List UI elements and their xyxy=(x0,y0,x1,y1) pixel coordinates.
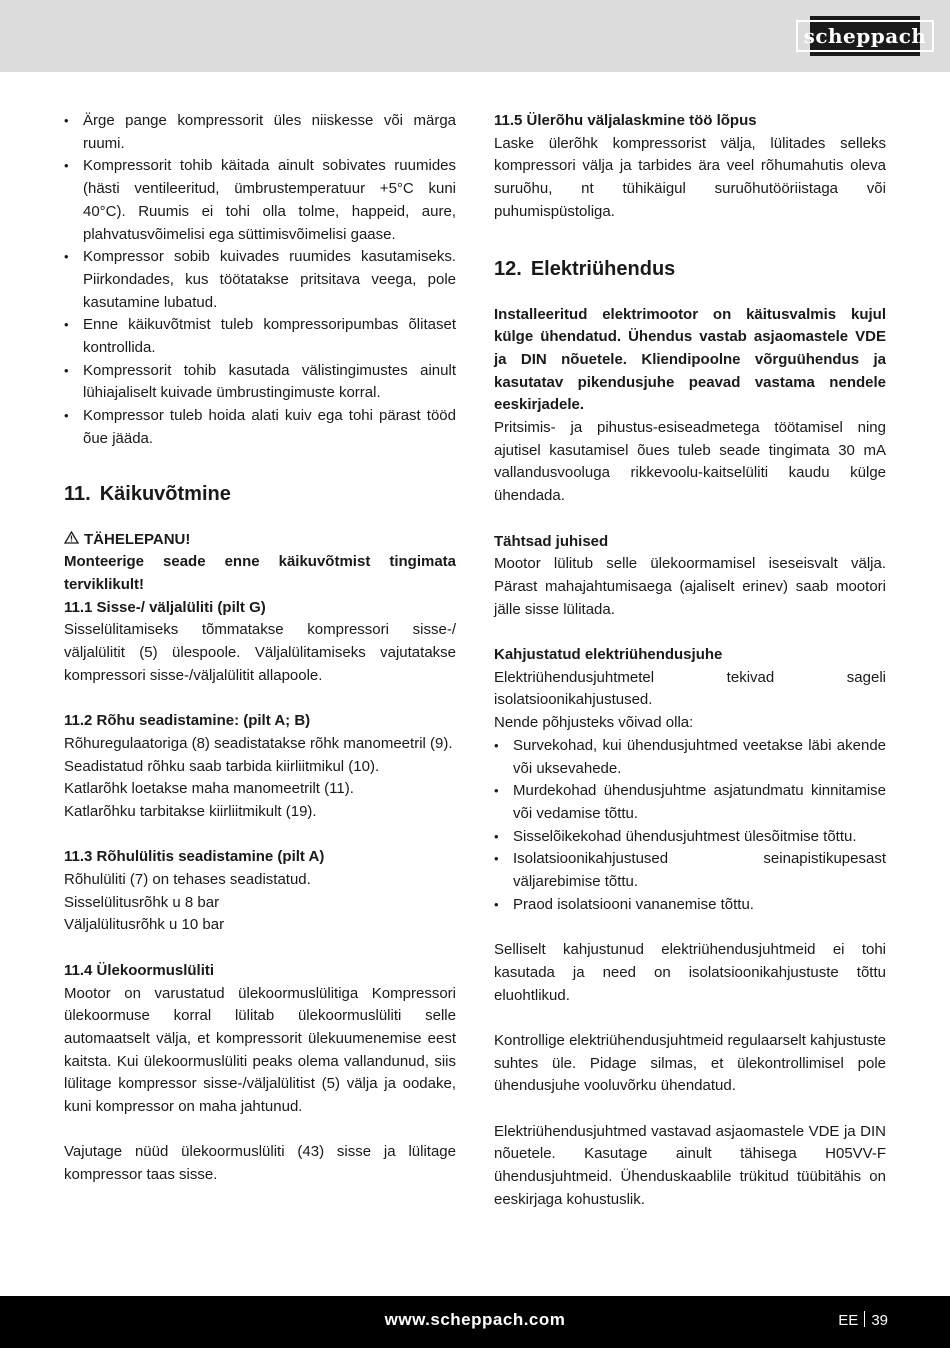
list-item: • Kompressor tuleb hoida alati kuiv ega tohi pärast tööd õue jääda. xyxy=(64,405,456,450)
page-indicator xyxy=(838,1311,888,1329)
list-item: • Ärge pange kompressorit üles niiskesse või märga ruumi. xyxy=(64,110,456,155)
subsection-title: Tähtsad juhised xyxy=(494,532,609,550)
paragraph: Selliselt kahjustunud elektriühendusjuhtmeid ei tohi kasutada ja need on isolatsioonikahjustuste tõttu eluohtlikud. xyxy=(494,941,886,1004)
subsection-title: 11.2 Rõhu seadistamine: (pilt A; B) xyxy=(64,712,311,730)
warning-label: TÄHELEPANU! xyxy=(84,530,191,548)
subsection-11-3 xyxy=(64,846,456,937)
section-title: Elektriühendus xyxy=(530,257,676,280)
paragraph: Sisselülitamiseks tõmmatakse kompressori sisse-/ väljalülitit (5) ülespoole. Väljalülitamiseks vajutatakse kompressori sisse-/väljalülitit allapoole. xyxy=(64,621,456,684)
list-item: • Enne käikuvõtmist tuleb kompressoripumbas õlitaset kontrollida. xyxy=(64,314,456,359)
section-title: Käikuvõtmine xyxy=(99,482,231,505)
subsection-11-5 xyxy=(494,110,886,224)
separator xyxy=(864,1311,865,1327)
paragraph: Vajutage nüüd ülekoormuslüliti (43) sisse ja lülitage kompressor taas sisse. xyxy=(64,1143,456,1184)
paragraph: Sisselülitusrõhk u 8 bar xyxy=(64,893,220,911)
warning-triangle-icon xyxy=(64,529,79,552)
subsection-11-1 xyxy=(64,597,456,688)
section-number: 11. xyxy=(64,482,91,505)
list-item: • Kompressorit tohib käitada ainult sobivates ruumides (hästi ventileeritud, ümbrustemperatuur +5°C kuni 40°C). Ruumis ei tohi olla tolme, happeid, aure, plahvatusvõimelisi ega süttimisvõimelisi gaase. xyxy=(64,155,456,246)
paragraph: Laske ülerõhk kompressorist välja, lülitades selleks kompressori välja ja tarbides ära veel rõhumahutis oleva suruõhu, nt tühikäigul suruõhutööriistaga või puhumispüstoliga. xyxy=(494,134,886,220)
paragraph: Seadistatud rõhku saab tarbida kiirliitmikul (10). xyxy=(64,757,380,775)
page-number: 39 xyxy=(871,1312,888,1329)
list-item: • Survekohad, kui ühendusjuhtmed veetakse läbi akende või uksevahede. xyxy=(494,735,886,780)
safety-bullet-list xyxy=(64,110,456,451)
logo-text: scheppach xyxy=(796,20,935,52)
warning-text: Monteerige seade enne käikuvõtmist tingimata terviklikult! xyxy=(64,553,456,593)
section-number: 12. xyxy=(494,257,522,280)
left-column xyxy=(64,110,456,1187)
header-band xyxy=(0,0,950,72)
paragraph: Mootor lülitub selle ülekoormamisel iseseisvalt välja. Pärast mahajahtumisaega (ajaliselt erinev) saab mootori jälle sisse lülitada. xyxy=(494,555,886,618)
list-item: • Kompressorit tohib kasutada välistingimustes ainult lühiajaliselt kuivade ümbrustingimuste korral. xyxy=(64,360,456,405)
subsection-11-4 xyxy=(64,960,456,1119)
paragraph: Katlarõhku tarbitakse kiirliitmikult (19). xyxy=(64,802,317,820)
warning-heading xyxy=(64,529,456,552)
list-item: • Praod isolatsiooni vananemise tõttu. xyxy=(494,894,886,917)
paragraph: Elektriühendusjuhtmed vastavad asjaomastele VDE ja DIN nõuetele. Kasutage ainult tähisega H05VV-F ühendusjuhtmeid. Ühenduskaablile trükitud tüübitähis on eeskirjaga kohustuslik. xyxy=(494,1122,886,1208)
damage-causes-list xyxy=(494,735,886,917)
paragraph: Katlarõhk loetakse maha manomeetrilt (11). xyxy=(64,780,354,798)
right-column xyxy=(494,110,886,1212)
subsection-title: 11.4 Ülekoormuslüliti xyxy=(64,961,215,979)
subsection-11-2 xyxy=(64,710,456,824)
paragraph: Rõhulüliti (7) on tehases seadistatud. xyxy=(64,871,311,889)
section-12-heading xyxy=(494,256,886,282)
scheppach-logo xyxy=(803,16,927,56)
electric-intro: Installeeritud elektrimootor on käitusvalmis kujul külge ühendatud. Ühendus vastab asjaomastele VDE ja DIN nõuetele. Kliendipoolne võrguühendus ja kasutatav pikendusjuhe peavad vastama nendele eeskirjadele. xyxy=(494,305,886,414)
paragraph: Kontrollige elektriühendusjuhtmeid regulaarselt kahjustuste suhtes üle. Pidage silmas, et ülekontrollimisel pole ühendusjuhe vooluvõrku ühendatud. xyxy=(494,1031,886,1095)
section-11-heading xyxy=(64,481,456,507)
paragraph: Rõhuregulaatoriga (8) seadistatakse rõhk manomeetril (9). xyxy=(64,734,453,752)
paragraph: Elektriühendusjuhtmetel tekivad sageli isolatsioonikahjustused. xyxy=(494,668,886,709)
list-item: • Sisselõikekohad ühendusjuhtmest ülesõitmise tõttu. xyxy=(494,826,886,849)
language-code: EE xyxy=(838,1312,859,1329)
subsection-title: Kahjustatud elektriühendusjuhe xyxy=(494,646,723,664)
footer-band xyxy=(0,1296,950,1348)
subsection-title: 11.5 Ülerõhu väljalaskmine töö lõpus xyxy=(494,112,757,129)
list-item: • Isolatsioonikahjustused seinapistikupesast väljarebimise tõttu. xyxy=(494,848,886,893)
footer-url: www.scheppach.com xyxy=(384,1310,566,1329)
important-notes xyxy=(494,531,886,622)
subsection-title: 11.1 Sisse-/ väljalüliti (pilt G) xyxy=(64,598,266,616)
paragraph: Pritsimis- ja pihustus-esiseadmetega töötamisel ning ajutisel kasutamisel õues tuleb seade tingimata 30 mA vallandusvooluga rikkevoolu-kaitselüliti kaudu külge ühendada. xyxy=(494,419,886,505)
damaged-cable-section xyxy=(494,667,886,917)
list-item: • Murdekohad ühendusjuhtme asjatundmatu kinnitamise või vedamise tõttu. xyxy=(494,780,886,825)
list-item: • Kompressor sobib kuivades ruumides kasutamiseks. Piirkondades, kus töötatakse pritsitava veega, pole kasutamine lubatud. xyxy=(64,246,456,314)
paragraph: Mootor on varustatud ülekoormuslülitiga Kompressori ülekoormuse korral lülitab ülekoormuslüliti selle automaatselt välja, et kompressorit ülekuumenemise eest kaitsta. Kui ülekoormuslüliti peaks olema vallandunud, siis lülitage kompressor sisse-/väljalülitist (5) välja ja oodake, kuni kompressor on maha jahtunud. xyxy=(64,984,456,1116)
subsection-title: 11.3 Rõhulülitis seadistamine (pilt A) xyxy=(64,848,325,866)
paragraph: Väljalülitusrõhk u 10 bar xyxy=(64,916,225,934)
paragraph: Nende põhjusteks võivad olla: xyxy=(494,714,694,732)
